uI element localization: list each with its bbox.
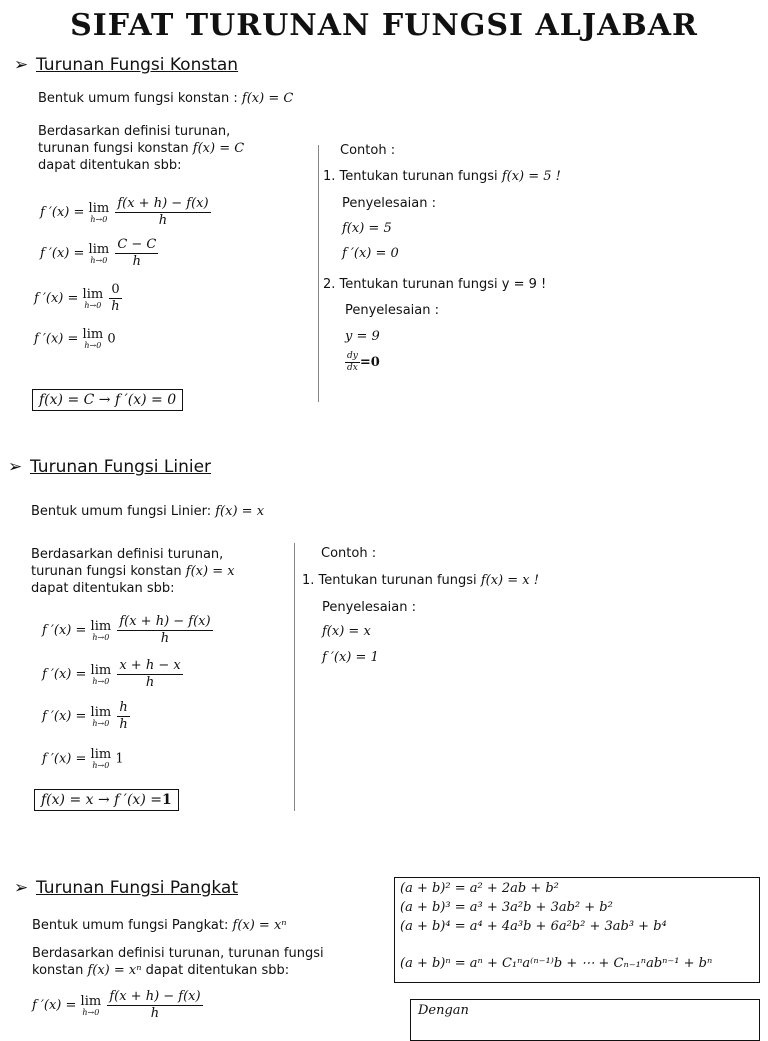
konstan-ex1-penyelesaian: Penyelesaian : bbox=[342, 196, 436, 211]
definisi-konstan: Berdasarkan definisi turunan, turunan fungsi konstan f(x) = C dapat ditentukan sbb: bbox=[38, 124, 245, 173]
linier-ex1-line1: f(x) = x bbox=[322, 624, 371, 639]
linier-result-box: f(x) = x → f ′(x) =1 bbox=[34, 789, 179, 811]
linier-step-2: f ′(x) = lim h→0 $\frac{x + h - x}{h}$ bbox=[42, 658, 181, 690]
konstan-example-2: 2. Tentukan turunan fungsi y = 9 ! bbox=[323, 277, 547, 292]
konstan-step-2: f ′(x) = lim h→0 $\frac{C - C}{h}$ bbox=[40, 237, 157, 269]
binomial-formula-box bbox=[394, 877, 760, 983]
arrow-bullet-icon: ➢ bbox=[14, 55, 29, 75]
page-title: SIFAT TURUNAN FUNGSI ALJABAR bbox=[70, 8, 698, 43]
contoh-label-linier: Contoh : bbox=[321, 546, 377, 561]
konstan-step-4: f ′(x) = lim h→0 0 bbox=[34, 327, 116, 350]
definisi-linier: Berdasarkan definisi turunan, turunan fungsi konstan f(x) = x dapat ditentukan sbb: bbox=[31, 547, 235, 596]
bentuk-umum-linier: Bentuk umum fungsi Linier: f(x) = x bbox=[31, 504, 265, 519]
binomial-n: (a + b)ⁿ = aⁿ + C₁ⁿa⁽ⁿ⁻¹⁾b + ⋯ + Cₙ₋₁ⁿabⁿ⁻¹ + bⁿ bbox=[400, 956, 713, 971]
bentuk-umum-konstan: Bentuk umum fungsi konstan : f(x) = C bbox=[38, 91, 294, 106]
arrow-bullet-icon: ➢ bbox=[8, 457, 23, 477]
konstan-ex1-line1: f(x) = 5 bbox=[342, 221, 392, 236]
binomial-3: (a + b)³ = a³ + 3a²b + 3ab² + b² bbox=[400, 900, 613, 915]
divider-konstan bbox=[318, 145, 319, 402]
konstan-example-1: 1. Tentukan turunan fungsi f(x) = 5 ! bbox=[323, 169, 561, 184]
binomial-4: (a + b)⁴ = a⁴ + 4a³b + 6a²b² + 3ab³ + b⁴ bbox=[400, 919, 667, 934]
konstan-ex2-line1: y = 9 bbox=[345, 329, 380, 344]
linier-step-4: f ′(x) = lim h→0 1 bbox=[42, 747, 124, 770]
contoh-label-konstan: Contoh : bbox=[340, 143, 396, 158]
konstan-ex2-derivative: $\frac{dy}{dx}$ =0 bbox=[347, 351, 380, 373]
konstan-step-3: f ′(x) = lim h→0 $\frac{0}{h}$ bbox=[34, 282, 120, 314]
konstan-result-box: f(x) = C → f ′(x) = 0 bbox=[32, 389, 183, 411]
linier-step-3: f ′(x) = lim h→0 $\frac{h}{h}$ bbox=[42, 700, 128, 732]
definisi-pangkat: Berdasarkan definisi turunan, turunan fungsi konstan f(x) = xⁿ dapat ditentukan sbb: bbox=[32, 946, 324, 978]
konstan-step-1: f ′(x) = lim h→0 $\frac{f(x + h) - f(x)}{h}$ bbox=[40, 196, 209, 228]
dengan-box bbox=[410, 999, 760, 1041]
section-heading-konstan: ➢ Turunan Fungsi Konstan bbox=[14, 55, 239, 75]
linier-ex1-line2: f ′(x) = 1 bbox=[322, 650, 379, 665]
bentuk-umum-pangkat: Bentuk umum fungsi Pangkat: f(x) = xⁿ bbox=[32, 918, 287, 933]
konstan-ex1-line2: f ′(x) = 0 bbox=[342, 246, 399, 261]
linier-example-1: 1. Tentukan turunan fungsi f(x) = x ! bbox=[302, 573, 539, 588]
konstan-ex2-penyelesaian: Penyelesaian : bbox=[345, 303, 439, 318]
section-heading-pangkat: ➢ Turunan Fungsi Pangkat bbox=[14, 878, 238, 898]
linier-step-1: f ′(x) = lim h→0 $\frac{f(x + h) - f(x)}{h}$ bbox=[42, 614, 211, 646]
arrow-bullet-icon: ➢ bbox=[14, 878, 29, 898]
binomial-2: (a + b)² = a² + 2ab + b² bbox=[400, 881, 559, 896]
section-heading-linier: ➢ Turunan Fungsi Linier bbox=[8, 457, 212, 477]
divider-linier bbox=[294, 543, 295, 811]
dengan-label: Dengan bbox=[418, 1003, 469, 1018]
linier-ex1-penyelesaian: Penyelesaian : bbox=[322, 600, 416, 615]
pangkat-step-1: f ′(x) = lim h→0 $\frac{f(x + h) - f(x)}{h}$ bbox=[32, 989, 201, 1021]
